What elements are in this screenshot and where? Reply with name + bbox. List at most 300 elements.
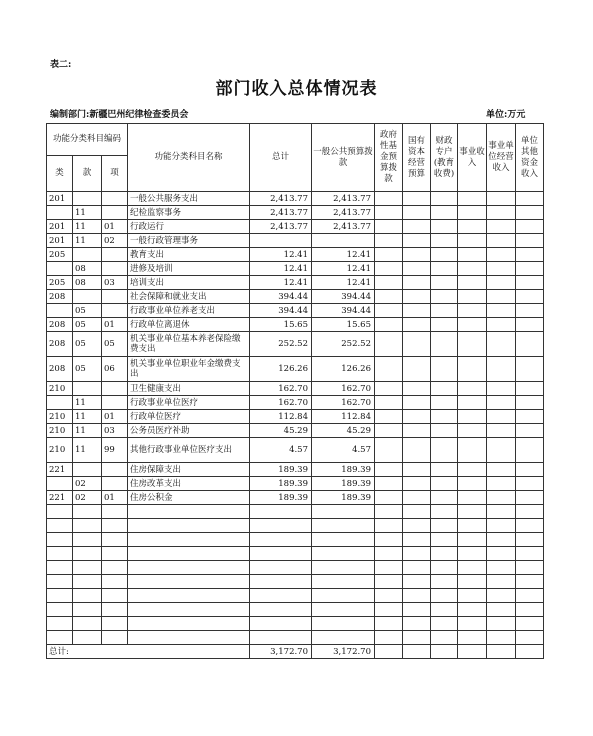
cell-empty	[250, 561, 312, 575]
cell-empty	[375, 561, 403, 575]
cell-general: 189.39	[312, 491, 375, 505]
cell-empty	[516, 410, 544, 424]
cell-lei: 208	[47, 318, 73, 332]
cell-general: 394.44	[312, 290, 375, 304]
cell-empty	[47, 603, 73, 617]
cell-empty	[458, 589, 487, 603]
cell-general: 162.70	[312, 396, 375, 410]
cell-total: 15.65	[250, 318, 312, 332]
cell-empty	[312, 561, 375, 575]
cell-empty	[458, 547, 487, 561]
cell-empty	[431, 220, 458, 234]
table-row	[47, 304, 544, 318]
cell-empty	[47, 561, 73, 575]
cell-empty	[431, 617, 458, 631]
cell-empty	[128, 533, 250, 547]
cell-kuan: 05	[73, 304, 102, 318]
cell-empty	[516, 589, 544, 603]
cell-empty	[312, 617, 375, 631]
cell-empty	[102, 589, 128, 603]
table-row	[47, 248, 544, 262]
cell-xiang: 99	[102, 438, 128, 463]
cell-empty	[47, 617, 73, 631]
cell-lei: 221	[47, 463, 73, 477]
cell-empty	[375, 410, 403, 424]
cell-empty	[375, 645, 403, 659]
cell-general: 4.57	[312, 438, 375, 463]
cell-empty	[73, 603, 102, 617]
cell-empty	[375, 603, 403, 617]
cell-name: 纪检监察事务	[128, 206, 250, 220]
cell-xiang	[102, 304, 128, 318]
cell-empty	[403, 519, 431, 533]
cell-lei	[47, 262, 73, 276]
cell-empty	[487, 290, 516, 304]
cell-empty	[487, 645, 516, 659]
cell-general: 394.44	[312, 304, 375, 318]
cell-empty	[431, 276, 458, 290]
cell-empty	[431, 561, 458, 575]
cell-empty	[128, 547, 250, 561]
cell-empty	[516, 192, 544, 206]
table-row	[47, 332, 544, 357]
cell-empty	[403, 424, 431, 438]
cell-lei: 205	[47, 248, 73, 262]
cell-empty	[375, 547, 403, 561]
cell-kuan: 05	[73, 357, 102, 382]
cell-general: 112.84	[312, 410, 375, 424]
cell-empty	[312, 519, 375, 533]
cell-empty	[458, 438, 487, 463]
cell-empty	[487, 382, 516, 396]
cell-kuan	[73, 290, 102, 304]
cell-empty	[516, 617, 544, 631]
cell-empty	[312, 533, 375, 547]
cell-empty	[458, 304, 487, 318]
cell-empty	[516, 533, 544, 547]
cell-xiang: 03	[102, 424, 128, 438]
cell-empty	[250, 617, 312, 631]
cell-general: 252.52	[312, 332, 375, 357]
cell-empty	[403, 192, 431, 206]
cell-empty	[458, 631, 487, 645]
cell-empty	[128, 575, 250, 589]
table-row	[47, 290, 544, 304]
cell-empty	[403, 262, 431, 276]
cell-kuan: 11	[73, 410, 102, 424]
cell-empty	[375, 262, 403, 276]
cell-empty	[375, 617, 403, 631]
cell-empty	[375, 477, 403, 491]
cell-empty	[516, 547, 544, 561]
cell-empty	[403, 304, 431, 318]
cell-empty	[403, 533, 431, 547]
cell-empty	[516, 519, 544, 533]
empty-row	[47, 631, 544, 645]
cell-xiang	[102, 192, 128, 206]
cell-empty	[487, 357, 516, 382]
empty-row	[47, 519, 544, 533]
cell-general: 189.39	[312, 477, 375, 491]
cell-name: 住房改革支出	[128, 477, 250, 491]
cell-empty	[73, 575, 102, 589]
cell-empty	[458, 533, 487, 547]
cell-empty	[250, 533, 312, 547]
cell-empty	[403, 603, 431, 617]
cell-lei: 201	[47, 220, 73, 234]
cell-empty	[431, 234, 458, 248]
cell-empty	[128, 589, 250, 603]
cell-empty	[102, 631, 128, 645]
cell-xiang: 03	[102, 276, 128, 290]
cell-name: 一般公共服务支出	[128, 192, 250, 206]
empty-row	[47, 603, 544, 617]
cell-empty	[403, 547, 431, 561]
cell-empty	[487, 276, 516, 290]
total-row	[47, 645, 544, 659]
header-business-operation: 事业单位经营收入	[487, 124, 516, 192]
cell-empty	[312, 603, 375, 617]
empty-row	[47, 575, 544, 589]
cell-name: 机关事业单位基本养老保险缴费支出	[128, 332, 250, 357]
cell-empty	[431, 463, 458, 477]
cell-general: 126.26	[312, 357, 375, 382]
cell-empty	[128, 519, 250, 533]
cell-empty	[487, 304, 516, 318]
cell-xiang	[102, 382, 128, 396]
cell-lei: 210	[47, 410, 73, 424]
cell-empty	[516, 234, 544, 248]
income-table	[46, 123, 544, 659]
empty-row	[47, 533, 544, 547]
cell-lei: 210	[47, 424, 73, 438]
cell-empty	[102, 617, 128, 631]
cell-empty	[487, 438, 516, 463]
cell-empty	[375, 290, 403, 304]
cell-name: 行政事业单位养老支出	[128, 304, 250, 318]
cell-empty	[403, 357, 431, 382]
cell-empty	[431, 410, 458, 424]
cell-total: 189.39	[250, 463, 312, 477]
cell-empty	[47, 575, 73, 589]
cell-empty	[431, 262, 458, 276]
cell-kuan: 11	[73, 206, 102, 220]
header-code-group: 功能分类科目编码	[47, 124, 128, 156]
cell-total: 126.26	[250, 357, 312, 382]
cell-empty	[403, 206, 431, 220]
empty-row	[47, 547, 544, 561]
cell-total: 394.44	[250, 304, 312, 318]
cell-empty	[516, 332, 544, 357]
cell-empty	[516, 463, 544, 477]
cell-name: 培训支出	[128, 276, 250, 290]
cell-empty	[375, 206, 403, 220]
cell-empty	[458, 463, 487, 477]
cell-name: 卫生健康支出	[128, 382, 250, 396]
cell-empty	[375, 533, 403, 547]
cell-general: 15.65	[312, 318, 375, 332]
cell-empty	[458, 645, 487, 659]
cell-xiang: 01	[102, 491, 128, 505]
cell-empty	[458, 519, 487, 533]
cell-empty	[403, 463, 431, 477]
cell-empty	[375, 332, 403, 357]
cell-empty	[250, 505, 312, 519]
cell-empty	[516, 561, 544, 575]
cell-empty	[312, 505, 375, 519]
page-title: 部门收入总体情况表	[215, 79, 378, 99]
cell-empty	[458, 603, 487, 617]
cell-empty	[458, 234, 487, 248]
cell-empty	[73, 547, 102, 561]
department-label: 编制部门:新疆巴州纪律检查委员会	[50, 110, 189, 120]
cell-empty	[431, 631, 458, 645]
cell-total: 12.41	[250, 248, 312, 262]
cell-name: 其他行政事业单位医疗支出	[128, 438, 250, 463]
cell-empty	[458, 424, 487, 438]
cell-kuan	[73, 192, 102, 206]
cell-xiang	[102, 477, 128, 491]
cell-name: 行政单位医疗	[128, 410, 250, 424]
table-row	[47, 477, 544, 491]
cell-xiang	[102, 206, 128, 220]
cell-lei	[47, 304, 73, 318]
cell-kuan: 05	[73, 332, 102, 357]
cell-total: 2,413.77	[250, 220, 312, 234]
cell-kuan	[73, 248, 102, 262]
cell-empty	[516, 304, 544, 318]
cell-empty	[458, 248, 487, 262]
cell-empty	[375, 248, 403, 262]
cell-name: 教育支出	[128, 248, 250, 262]
cell-kuan: 11	[73, 396, 102, 410]
total-total: 3,172.70	[250, 645, 312, 659]
cell-empty	[403, 318, 431, 332]
cell-empty	[375, 276, 403, 290]
cell-total: 189.39	[250, 477, 312, 491]
cell-total: 189.39	[250, 491, 312, 505]
table-row	[47, 491, 544, 505]
cell-general	[312, 234, 375, 248]
cell-xiang: 02	[102, 234, 128, 248]
cell-empty	[128, 603, 250, 617]
cell-empty	[487, 533, 516, 547]
table-row	[47, 382, 544, 396]
cell-xiang: 01	[102, 220, 128, 234]
cell-empty	[375, 357, 403, 382]
cell-total	[250, 234, 312, 248]
cell-empty	[487, 561, 516, 575]
header-business-income: 事业收入	[458, 124, 487, 192]
table-number-label: 表二:	[50, 60, 72, 70]
cell-empty	[73, 519, 102, 533]
cell-general: 2,413.77	[312, 206, 375, 220]
cell-empty	[403, 276, 431, 290]
cell-empty	[47, 631, 73, 645]
cell-total: 252.52	[250, 332, 312, 357]
cell-empty	[375, 382, 403, 396]
cell-empty	[375, 318, 403, 332]
cell-empty	[458, 491, 487, 505]
cell-empty	[102, 603, 128, 617]
cell-empty	[403, 396, 431, 410]
cell-empty	[312, 575, 375, 589]
total-general: 3,172.70	[312, 645, 375, 659]
cell-empty	[431, 424, 458, 438]
cell-total: 4.57	[250, 438, 312, 463]
cell-xiang: 06	[102, 357, 128, 382]
cell-empty	[73, 631, 102, 645]
cell-empty	[403, 332, 431, 357]
cell-empty	[458, 357, 487, 382]
cell-lei	[47, 396, 73, 410]
cell-empty	[403, 631, 431, 645]
cell-empty	[403, 617, 431, 631]
cell-empty	[403, 477, 431, 491]
cell-empty	[102, 533, 128, 547]
cell-total: 162.70	[250, 396, 312, 410]
cell-xiang	[102, 290, 128, 304]
cell-empty	[375, 463, 403, 477]
cell-lei: 208	[47, 290, 73, 304]
cell-empty	[73, 533, 102, 547]
cell-kuan: 08	[73, 262, 102, 276]
table-row	[47, 424, 544, 438]
cell-empty	[458, 410, 487, 424]
cell-empty	[403, 382, 431, 396]
cell-empty	[516, 396, 544, 410]
cell-empty	[375, 438, 403, 463]
cell-kuan: 02	[73, 491, 102, 505]
cell-empty	[431, 438, 458, 463]
table-row	[47, 220, 544, 234]
cell-empty	[487, 234, 516, 248]
cell-lei: 208	[47, 332, 73, 357]
cell-lei: 201	[47, 192, 73, 206]
cell-empty	[431, 382, 458, 396]
cell-kuan: 11	[73, 438, 102, 463]
cell-name: 公务员医疗补助	[128, 424, 250, 438]
cell-empty	[375, 505, 403, 519]
cell-empty	[516, 276, 544, 290]
cell-lei	[47, 206, 73, 220]
cell-empty	[102, 575, 128, 589]
cell-total: 162.70	[250, 382, 312, 396]
table-row	[47, 357, 544, 382]
cell-empty	[487, 491, 516, 505]
cell-lei: 210	[47, 438, 73, 463]
cell-empty	[102, 561, 128, 575]
cell-empty	[375, 304, 403, 318]
cell-empty	[487, 248, 516, 262]
cell-empty	[375, 220, 403, 234]
cell-empty	[516, 318, 544, 332]
header-edu-fee: 财政专户(教育收费)	[431, 124, 458, 192]
cell-empty	[403, 248, 431, 262]
table-row	[47, 192, 544, 206]
cell-xiang: 05	[102, 332, 128, 357]
cell-empty	[375, 631, 403, 645]
cell-empty	[431, 396, 458, 410]
cell-empty	[516, 262, 544, 276]
cell-empty	[128, 631, 250, 645]
cell-kuan: 11	[73, 220, 102, 234]
cell-empty	[516, 220, 544, 234]
cell-empty	[250, 575, 312, 589]
cell-empty	[250, 589, 312, 603]
cell-xiang: 01	[102, 410, 128, 424]
cell-empty	[487, 547, 516, 561]
cell-empty	[516, 357, 544, 382]
cell-empty	[458, 290, 487, 304]
cell-total: 394.44	[250, 290, 312, 304]
cell-empty	[516, 206, 544, 220]
cell-total: 2,413.77	[250, 206, 312, 220]
cell-empty	[375, 589, 403, 603]
cell-empty	[47, 589, 73, 603]
cell-empty	[458, 276, 487, 290]
cell-empty	[516, 424, 544, 438]
cell-empty	[375, 192, 403, 206]
cell-empty	[516, 631, 544, 645]
cell-empty	[102, 547, 128, 561]
cell-empty	[431, 603, 458, 617]
cell-empty	[516, 575, 544, 589]
cell-empty	[102, 505, 128, 519]
cell-name: 住房公积金	[128, 491, 250, 505]
table-row	[47, 234, 544, 248]
cell-name: 行政单位离退休	[128, 318, 250, 332]
cell-kuan	[73, 463, 102, 477]
cell-general: 189.39	[312, 463, 375, 477]
cell-empty	[487, 575, 516, 589]
cell-empty	[516, 248, 544, 262]
cell-empty	[516, 645, 544, 659]
cell-empty	[487, 477, 516, 491]
cell-empty	[403, 438, 431, 463]
header-total: 总计	[250, 124, 312, 192]
cell-general: 12.41	[312, 276, 375, 290]
cell-name: 住房保障支出	[128, 463, 250, 477]
cell-empty	[73, 561, 102, 575]
cell-general: 2,413.77	[312, 220, 375, 234]
cell-empty	[403, 561, 431, 575]
cell-empty	[516, 505, 544, 519]
cell-empty	[250, 519, 312, 533]
cell-total: 45.29	[250, 424, 312, 438]
cell-empty	[487, 589, 516, 603]
cell-empty	[487, 206, 516, 220]
cell-lei: 221	[47, 491, 73, 505]
cell-empty	[458, 318, 487, 332]
cell-empty	[458, 192, 487, 206]
cell-empty	[128, 505, 250, 519]
cell-xiang	[102, 248, 128, 262]
empty-row	[47, 505, 544, 519]
header-general-budget: 一般公共预算拨款	[312, 124, 375, 192]
cell-empty	[375, 396, 403, 410]
cell-empty	[375, 424, 403, 438]
cell-lei: 205	[47, 276, 73, 290]
cell-empty	[73, 617, 102, 631]
cell-empty	[73, 589, 102, 603]
cell-empty	[458, 505, 487, 519]
cell-empty	[431, 477, 458, 491]
cell-empty	[458, 382, 487, 396]
cell-kuan: 05	[73, 318, 102, 332]
cell-empty	[431, 533, 458, 547]
cell-xiang	[102, 262, 128, 276]
